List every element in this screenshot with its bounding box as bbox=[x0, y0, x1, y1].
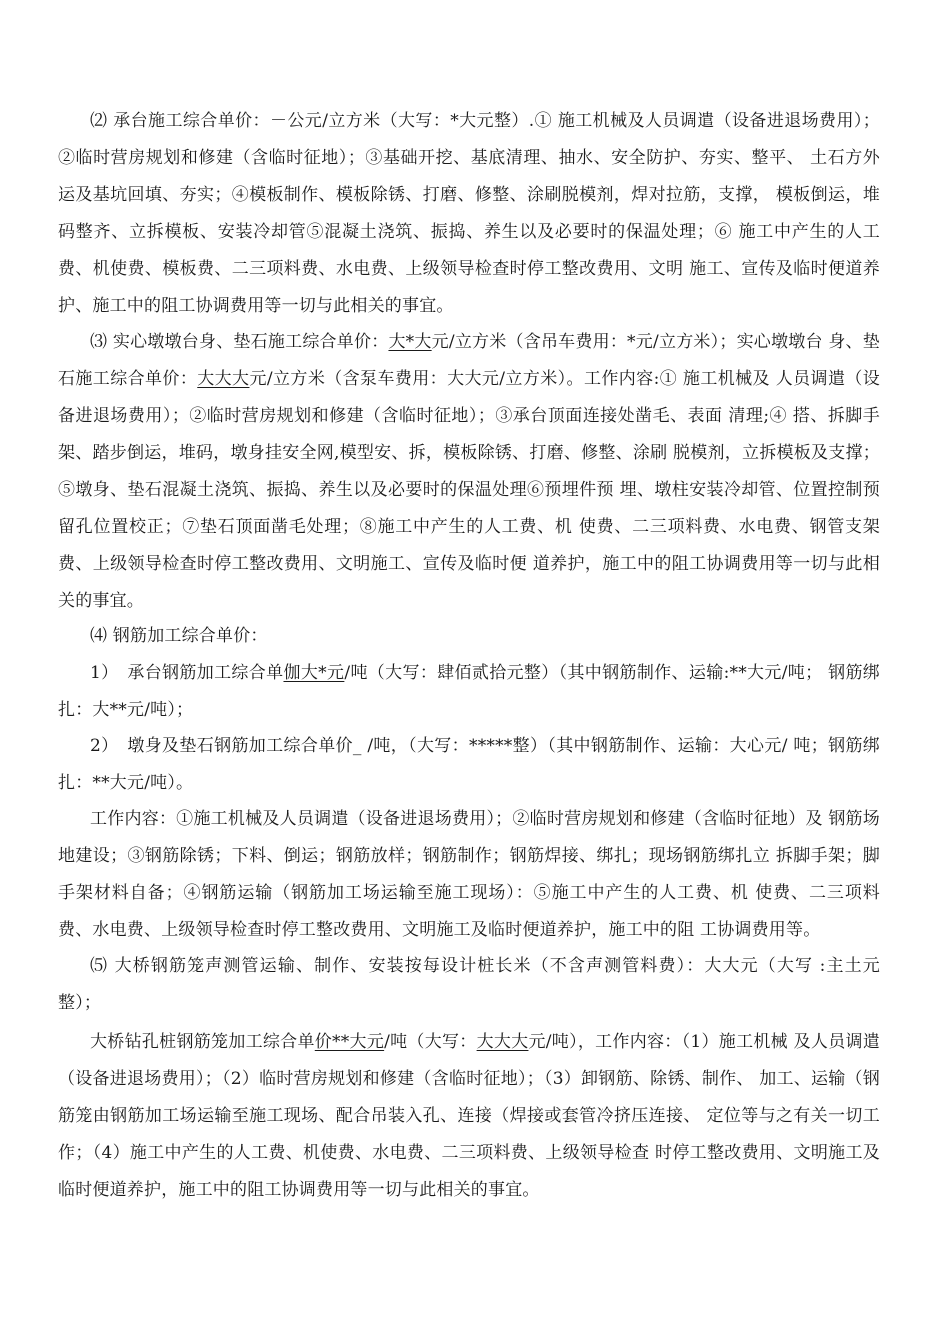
rebar-item-1-text-a: 1） 承台钢筋加工综合单 bbox=[90, 663, 284, 683]
paragraph-rebar-item-2 bbox=[58, 728, 880, 802]
pier-text-a: ⑶ 实心墩墩台身、垫石施工综合单价： bbox=[90, 332, 389, 352]
rebar-item-1-price-blank: 伽大*元 bbox=[283, 663, 345, 683]
pile-cage-price-blank-2: 大大大 bbox=[476, 1032, 529, 1052]
paragraph-rebar-work-content bbox=[58, 801, 880, 949]
pile-cage-text-a: 大桥钻孔桩钢筋笼加工综合单 bbox=[90, 1032, 315, 1052]
pile-cage-text-b: /吨（大写： bbox=[384, 1032, 477, 1052]
rebar-work-text: 工作内容：①施工机械及人员调遣（设备进退场费用）；②临时营房规划和修建（含临时征地）及 钢筋场地建设；③钢筋除锈；下料、倒运；钢筋放样；钢筋制作；钢筋焊接、绑扎；现场钢筋绑扎立 拆脚手架；脚手架材料自备；④钢筋运输（钢筋加工场运输至施工现场）：⑤施工中产生的人工费、机 使费、二三项料费、水电费、上级领导检查时停工整改费用、文明施工及临时便道养护，施工中的阻 工协调费用等。 bbox=[58, 809, 880, 940]
paragraph-sounding-pipe bbox=[58, 948, 880, 1022]
pier-text-c: 元/立方米（含泵车费用：大大元/立方米）。工作内容:① 施工机械及 人员调遣（设备进退场费用）；②临时营房规划和修建（含临时征地）；③承台顶面连接处凿毛、表面 清理;④ 搭、拆脚手架、踏步倒运，堆码，墩身挂安全网,模型安、拆，模板除锈、打磨、修整、涂刷 脱模剂，立拆模板及支撑；⑤墩身、垫石混凝土浇筑、振捣、养生以及必要时的保温处理⑥预埋件预 埋、墩柱安装冷却管、位置控制预留孔位置校正；⑦垫石顶面凿毛处理；⑧施工中产生的人工费、机 使费、二三项料费、水电费、钢管支架费、上级领导检查时停工整改费用、文明施工、宣传及临时便 道养护，施工中的阻工协调费用等一切与此相关的事宜。 bbox=[58, 369, 880, 611]
pier-text-b: 元/立方米（含吊车费用：*元/立方米）；实心墩墩台 身、垫石施工综合单价： bbox=[58, 332, 880, 389]
rebar-item-2-text: 2） 墩身及垫石钢筋加工综合单价_ /吨，（大写：*****整）（其中钢筋制作、运输：大心元/ 吨；钢筋绑扎：**大元/吨）。 bbox=[58, 736, 880, 793]
rebar-item-1-text-b: /吨（大写：肆佰贰拾元整）（其中钢筋制作、运输:**大元/吨； 钢筋绑扎：大**元/吨）； bbox=[58, 663, 880, 720]
sounding-pipe-text: ⑸ 大桥钢筋笼声测管运输、制作、安装按每设计桩长米（不含声测管料费）：大大元（大写 :主土元整）； bbox=[58, 956, 880, 1013]
pier-price-blank-2: 大大大 bbox=[197, 369, 250, 389]
pile-cage-price-blank-1: 价**大元 bbox=[314, 1032, 385, 1052]
paragraph-rebar-item-1 bbox=[58, 655, 880, 729]
paragraph-pile-cage bbox=[58, 1024, 880, 1209]
paragraph-rebar-heading bbox=[58, 618, 880, 655]
paragraph-cap-unit-price bbox=[58, 103, 880, 325]
paragraph-cap-text: ⑵ 承台施工综合单价：－公元/立方米（大写：*大元整）.① 施工机械及人员调遣（设备进退场费用）；②临时营房规划和修建（含临时征地）；③基础开挖、基底清理、抽水、安全防护、夯实、整平、 土石方外运及基坑回填、夯实；④模板制作、模板除锈、打磨、修整、涂刷脱模剂，焊对拉筋，支撑， 模板倒运，堆码整齐、立拆模板、安装冷却管⑤混凝土浇筑、振捣、养生以及必要时的保温处理；⑥ 施工中产生的人工费、机使费、模板费、二三项料费、水电费、上级领导检查时停工整改费用、文明 施工、宣传及临时便道养护、施工中的阻工协调费用等一切与此相关的事宜。 bbox=[58, 111, 880, 316]
paragraph-pier-unit-price bbox=[58, 324, 880, 620]
pile-cage-text-c: 元/吨），工作内容：（1）施工机械 及人员调遣（设备进退场费用）；（2）临时营房规划和修建（含临时征地）；（3）卸钢筋、除锈、制作、 加工、运输（钢筋笼由钢筋加工场运输至施工现场、配合吊装入孔、连接（焊接或套管冷挤压连接、 定位等与之有关一切工作；（4）施工中产生的人工费、机使费、水电费、二三项料费、上级领导检查 时停工整改费用、文明施工及临时便道养护，施工中的阻工协调费用等一切与此相关的事宜。 bbox=[58, 1032, 880, 1200]
rebar-heading-text: ⑷ 钢筋加工综合单价： bbox=[90, 626, 268, 646]
pier-price-blank-1: 大*大 bbox=[388, 332, 432, 352]
